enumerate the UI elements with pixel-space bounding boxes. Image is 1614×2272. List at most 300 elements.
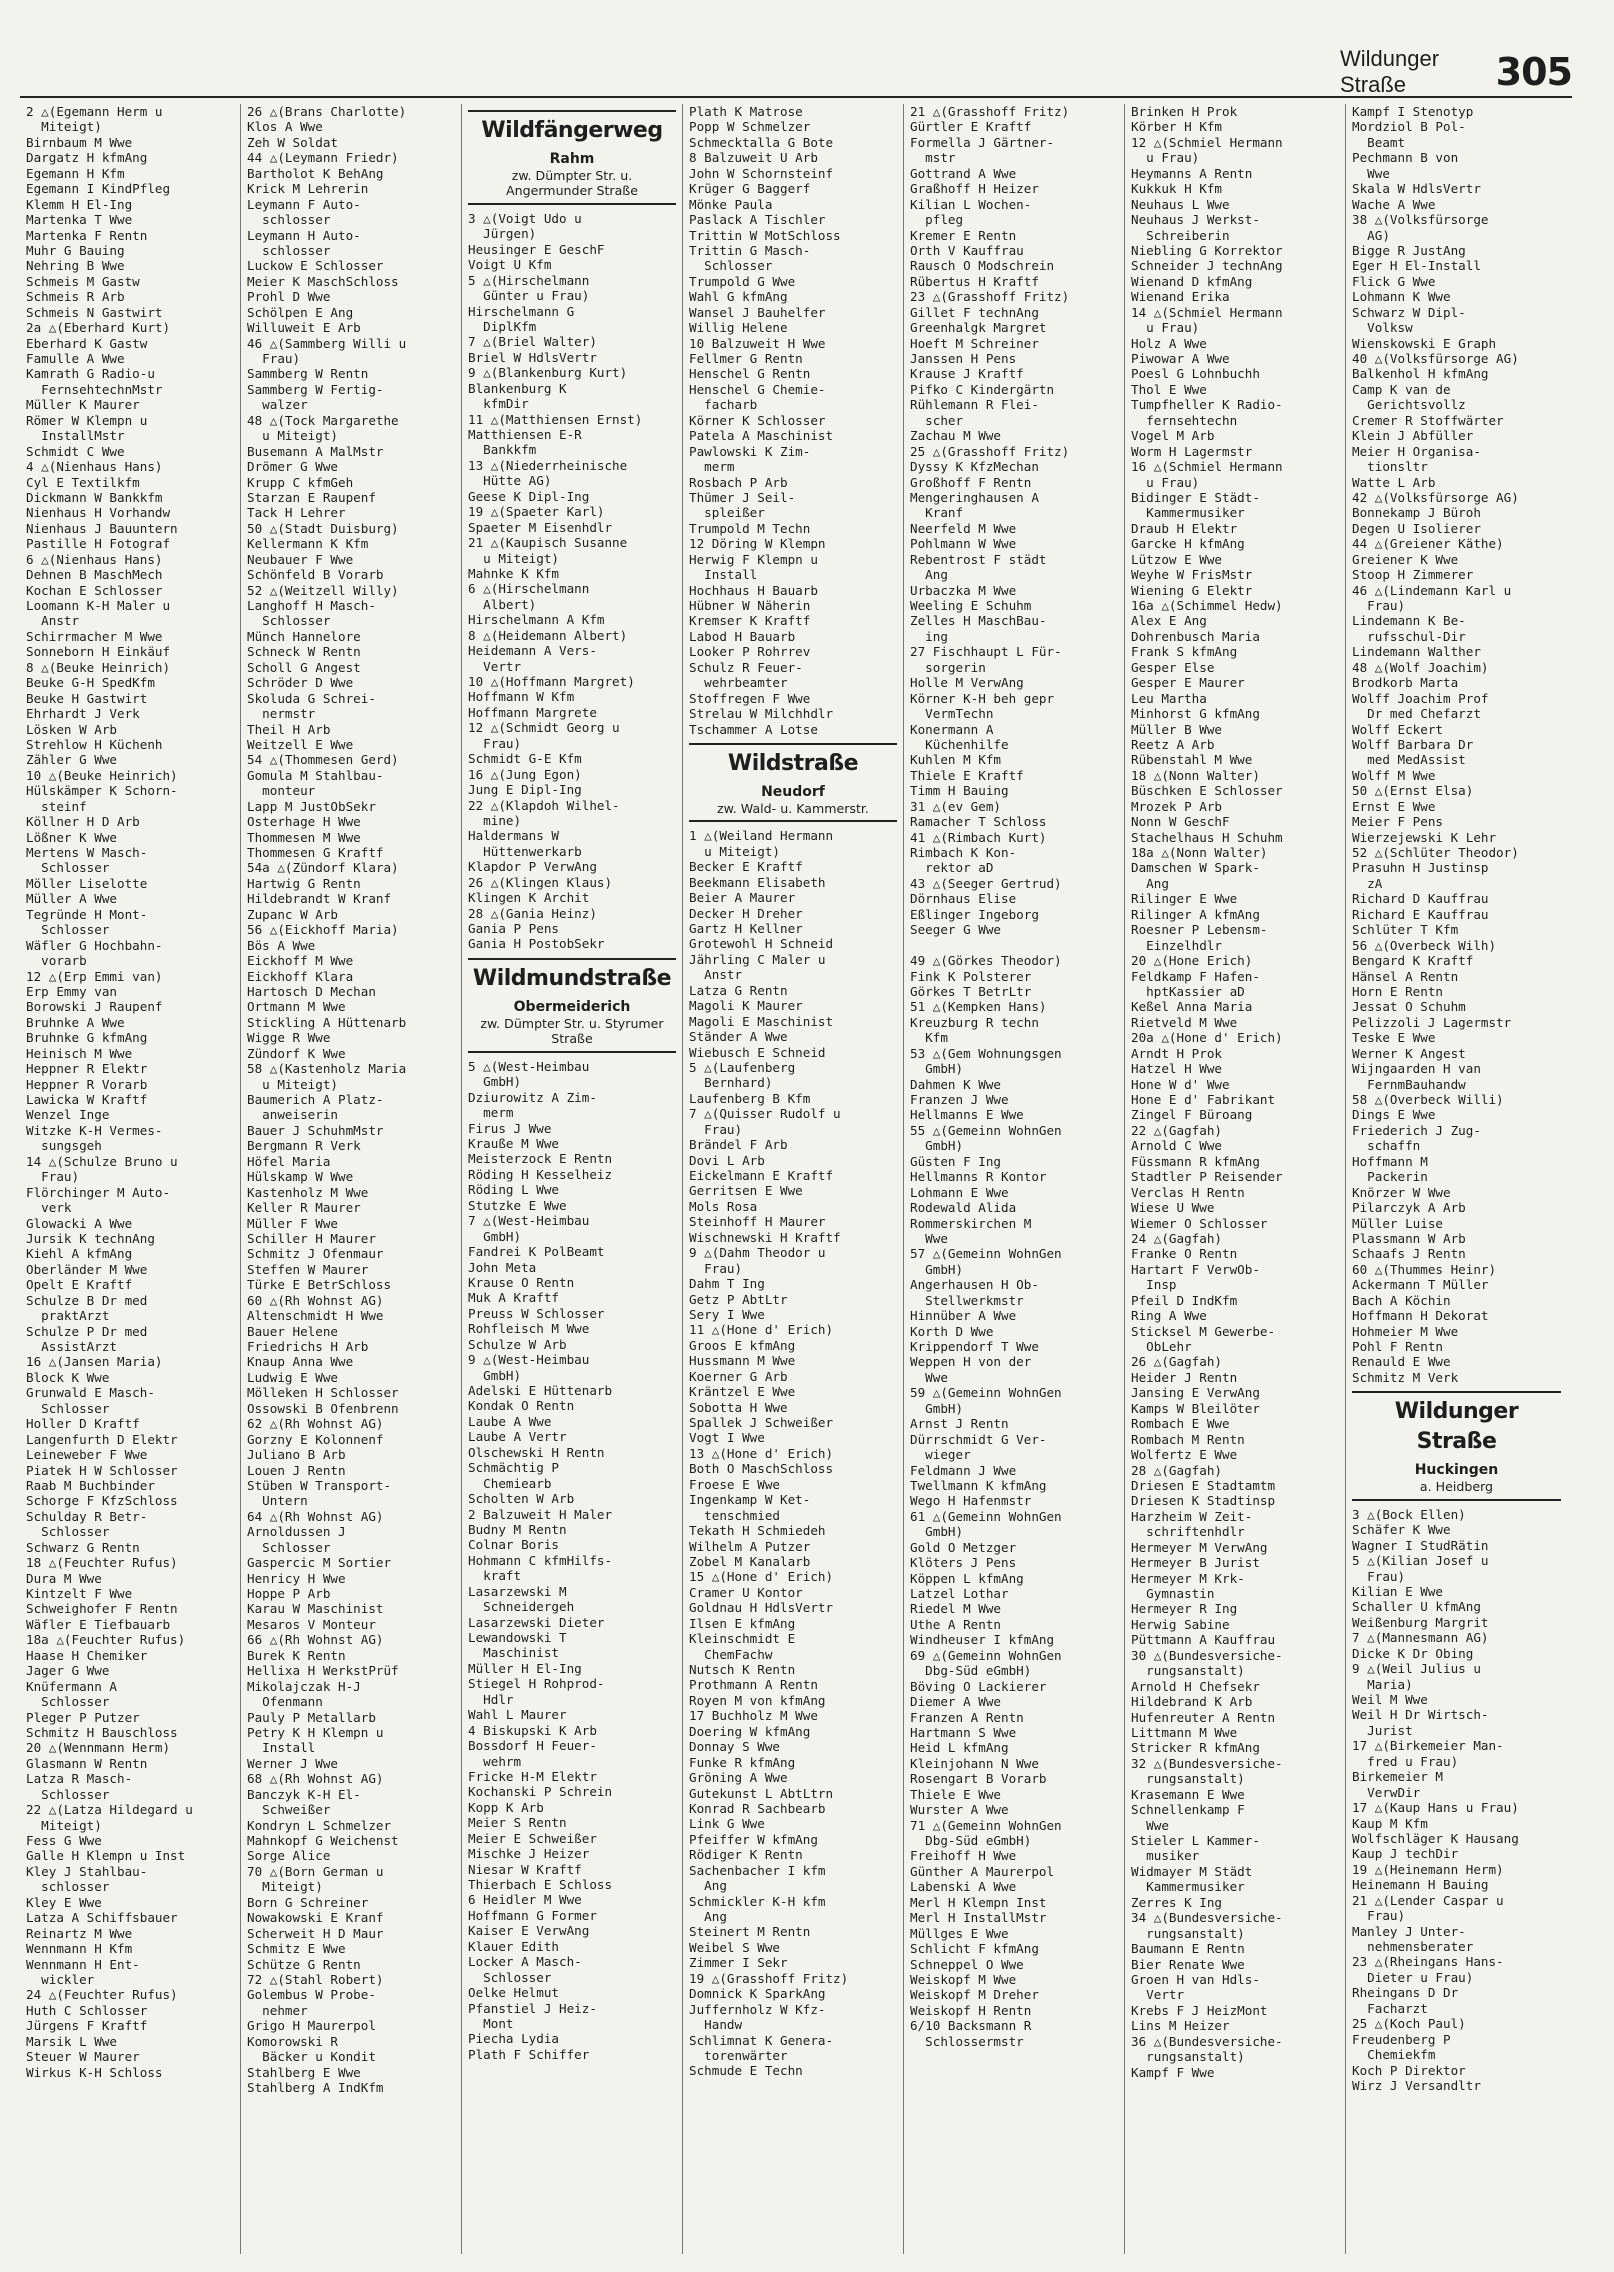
directory-entry: Koerner G Arb (689, 1368, 788, 1384)
column-6 (1125, 104, 1346, 2254)
directory-entry: Kampf I Stenotyp (1352, 104, 1474, 119)
directory-entry: Langenfurth D Elektr (26, 1431, 178, 1447)
directory-entry: Hänsel A Rentn (1352, 968, 1459, 984)
directory-entry: Burek K Rentn (247, 1647, 346, 1663)
directory-entry: Link G Wwe (689, 1816, 765, 1832)
page-number: 305 (1495, 50, 1572, 94)
directory-entry: Schlosser (247, 1539, 331, 1555)
directory-entry: Keller R Maurer (247, 1200, 361, 1216)
directory-entry: 56 △(Overbeck Wilh) (1352, 937, 1497, 953)
directory-entry: Jessat O Schuhm (1352, 999, 1466, 1015)
directory-entry: Skoluda G Schrei- (247, 690, 376, 706)
directory-entry: Heid L kfmAng (910, 1740, 1009, 1756)
directory-entry: Jürgens F Kraftf (26, 2018, 148, 2034)
directory-entry: u Miteigt) (247, 428, 338, 444)
directory-entry: Theil H Arb (247, 721, 331, 737)
directory-entry: Röding L Wwe (468, 1182, 559, 1198)
directory-entry: 12 △(Schmidt Georg u (468, 720, 620, 736)
directory-entry: Mengeringhausen A (910, 489, 1039, 505)
directory-entry: Hüttenwerkarb (468, 843, 582, 859)
directory-entry: Wwe (1131, 1817, 1169, 1833)
directory-entry: Müller H El-Ing (468, 1660, 582, 1676)
directory-entry: Kranf (910, 505, 964, 521)
directory-entry: tionsltr (1352, 459, 1428, 475)
directory-entry: Niebling G Korrektor (1131, 242, 1283, 258)
directory-entry: 12 △(Schmiel Hermann (1131, 134, 1283, 150)
directory-entry: Domnick K SparkAng (689, 1986, 826, 2002)
directory-entry: Wagner I StudRätin (1352, 1537, 1489, 1553)
directory-entry: Ang (689, 1878, 727, 1894)
directory-entry: Trittin G Masch- (689, 242, 811, 258)
directory-entry: Frau) (247, 351, 301, 366)
directory-entry: Ludwig E Wwe (247, 1369, 338, 1385)
directory-entry: Schlosser (468, 1969, 552, 1985)
directory-entry: Bauer J SchuhmMstr (247, 1122, 384, 1138)
directory-entry (910, 938, 1118, 953)
directory-entry: Franzen A Rentn (910, 1709, 1024, 1725)
directory-entry: Beuke G-H SpedKfm (26, 675, 155, 691)
directory-entry: Osterhage H Wwe (247, 814, 361, 830)
directory-entry: Anstr (689, 967, 743, 983)
directory-entry: Riedel M Wwe (910, 1601, 1001, 1617)
directory-entry: Schneider J technAng (1131, 258, 1283, 274)
directory-entry: Rosbach P Arb (689, 474, 788, 490)
directory-entry: Opelt E Kraftf (26, 1277, 133, 1293)
directory-entry: Piwowar A Wwe (1131, 351, 1230, 366)
directory-entry: 16 △(Schmiel Hermann (1131, 459, 1283, 475)
directory-entry: Kastenholz M Wwe (247, 1184, 369, 1200)
directory-entry: GmbH) (910, 1400, 964, 1416)
directory-entry: Müller B Wwe (1131, 721, 1222, 737)
directory-entry: schaffn (1352, 1138, 1421, 1154)
street-heading (468, 110, 676, 205)
directory-entry: Jung E Dipl-Ing (468, 782, 582, 798)
directory-entry: Schönfeld B Vorarb (247, 567, 384, 583)
directory-entry: Wolff M Wwe (1352, 767, 1436, 783)
directory-entry: Brändel F Arb (689, 1137, 788, 1153)
directory-entry: Mordziol B Pol- (1352, 119, 1466, 135)
directory-entry: Kukkuk H Kfm (1131, 181, 1222, 197)
column-1 (20, 104, 241, 2254)
directory-entry: 58 △(Kastenholz Maria (247, 1061, 407, 1077)
directory-entry: Schröder D Wwe (247, 675, 354, 691)
directory-entry: Nonn W GeschF (1131, 814, 1230, 830)
directory-entry: Bergmann R Verk (247, 1138, 361, 1154)
directory-entry: Schmeis M Gastw (26, 273, 140, 289)
directory-entry: Sammberg W Fertig- (247, 381, 384, 397)
directory-entry: Schlosser (689, 258, 773, 274)
directory-entry: 32 △(Bundesversiche- (1131, 1755, 1283, 1771)
directory-entry: Thiele E Wwe (910, 1786, 1001, 1802)
directory-entry: Pilarczyk A Arb (1352, 1200, 1466, 1216)
directory-entry: Urbaczka M Wwe (910, 582, 1017, 598)
directory-entry: Meier E Schweißer (468, 1830, 597, 1846)
directory-entry: Mertens W Masch- (26, 845, 148, 860)
directory-entry: Graßhoff H Heizer (910, 181, 1039, 197)
directory-entry: u Miteigt) (468, 550, 559, 566)
directory-entry: Meier K MaschSchloss (247, 273, 399, 289)
directory-entry: Zobel M Kanalarb (689, 1553, 811, 1569)
directory-entry: 50 △(Stadt Duisburg) (247, 520, 399, 536)
directory-entry: Martenka T Wwe (26, 212, 133, 228)
directory-entry: 12 Döring W Klempn (689, 536, 826, 552)
directory-entry: 57 △(Gemeinn WohnGen (910, 1246, 1062, 1262)
directory-entry: Windheuser I kfmAng (910, 1632, 1055, 1648)
directory-entry: Miteigt) (26, 1817, 102, 1833)
directory-entry: Kammermusiker (1131, 505, 1245, 521)
directory-entry: Ang (1131, 875, 1169, 891)
directory-entry: Lins M Heizer (1131, 2018, 1230, 2034)
directory-entry: Lindemann K Be- (1352, 613, 1466, 629)
directory-entry: 14 △(Schulze Bruno u (26, 1153, 178, 1169)
directory-entry: Twellmann K kfmAng (910, 1477, 1047, 1493)
directory-entry: 69 △(Gemeinn WohnGen (910, 1647, 1062, 1663)
directory-entry: Meier F Pens (1352, 814, 1443, 830)
directory-entry: Rietveld M Wwe (1131, 1014, 1238, 1030)
directory-entry: Krippendorf T Wwe (910, 1339, 1039, 1354)
directory-entry: Busemann A MalMstr (247, 443, 384, 459)
directory-entry: Ang (689, 1909, 727, 1925)
directory-entry: Gürtler E Kraftf (910, 119, 1032, 135)
directory-entry: Bossdorf H Feuer- (468, 1738, 597, 1754)
directory-entry: Mesaros V Monteur (247, 1616, 376, 1632)
district-name: Huckingen (1414, 1462, 1499, 1479)
directory-entry: Hone E d' Fabrikant (1131, 1092, 1276, 1107)
directory-entry: u Miteigt) (689, 843, 780, 859)
directory-entry: Müller F Wwe (247, 1215, 338, 1231)
directory-entry: Klapdor P VerwAng (468, 859, 597, 875)
directory-entry: Kaup M Kfm (1352, 1815, 1428, 1831)
directory-entry: Weibel S Wwe (689, 1939, 780, 1955)
directory-entry: Bach A Köchin (1352, 1292, 1451, 1308)
directory-entry: Schölpen E Ang (247, 304, 354, 320)
directory-entry: Wolff Barbara Dr (1352, 736, 1474, 752)
directory-entry: verk (26, 1200, 72, 1216)
directory-entry: Nowakowski E Kranf (247, 1910, 384, 1926)
directory-entry: ing (910, 628, 948, 644)
directory-entry: 20a △(Hone d' Erich) (1131, 1030, 1283, 1046)
directory-entry: Heider J Rentn (1131, 1369, 1238, 1385)
directory-entry: Ramacher T Schloss (910, 814, 1047, 830)
directory-entry: Lasarzewski Dieter (468, 1614, 605, 1630)
directory-entry: Banczyk K-H El- (247, 1786, 361, 1802)
directory-entry: Franzen J Wwe (910, 1092, 1009, 1107)
directory-entry: Gesper E Maurer (1131, 675, 1245, 691)
directory-entry: Labod H Bauarb (689, 628, 796, 644)
directory-entry: Pechmann B von (1352, 150, 1459, 166)
directory-entry: 22 △(Klapdoh Wilhel- (468, 797, 620, 813)
directory-entry: Famulle A Wwe (26, 351, 125, 366)
directory-entry: Louen J Rentn (247, 1462, 346, 1478)
directory-entry: nermstr (247, 706, 316, 722)
directory-entry: 3 △(Voigt Udo u (468, 210, 582, 226)
directory-entry: 19 △(Spaeter Karl) (468, 504, 605, 520)
directory-entry: Lawicka W Kraftf (26, 1092, 148, 1107)
directory-entry: merm (468, 1105, 514, 1121)
directory-entry: Schütze G Rentn (247, 1956, 361, 1972)
directory-entry: Rebentrost F städt (910, 551, 1047, 567)
directory-entry: Steinhoff H Maurer (689, 1214, 826, 1230)
directory-entry: Thommesen M Wwe (247, 829, 361, 845)
directory-entry: Ehrhardt J Verk (26, 706, 140, 722)
directory-entry: facharb (689, 397, 758, 413)
directory-entry: Preuss W Schlosser (468, 1305, 605, 1321)
directory-entry: Köllner H D Arb (26, 814, 140, 830)
directory-entry: Höfel Maria (247, 1153, 331, 1169)
directory-entry: 3 △(Bock Ellen) (1352, 1506, 1466, 1522)
directory-entry: 52 △(Schlüter Theodor) (1352, 845, 1519, 860)
directory-entry: Möller Liselotte (26, 875, 148, 891)
directory-entry: Locker A Masch- (468, 1954, 582, 1970)
directory-entry: Heppner R Elektr (26, 1061, 148, 1077)
directory-entry: Lapp M JustObSekr (247, 798, 376, 814)
directory-entry: Eberhard K Gastw (26, 335, 148, 351)
directory-entry: Brodkorb Marta (1352, 675, 1459, 691)
directory-entry: Frau) (26, 1169, 80, 1185)
directory-entry: sorgerin (910, 659, 986, 675)
directory-entry: Ilsen E kfmAng (689, 1615, 796, 1631)
directory-entry: Prasuhn H Justinsp (1352, 860, 1489, 876)
directory-entry: Latza G Rentn (689, 982, 788, 998)
directory-entry: Birkemeier M (1352, 1769, 1443, 1785)
directory-entry: Pfanstiel J Heiz- (468, 2000, 597, 2016)
directory-entry: Stieler L Kammer- (1131, 1833, 1260, 1848)
header-street-name: Wildunger Straße (1340, 46, 1440, 97)
directory-entry: 5 △(Laufenberg (689, 1059, 796, 1075)
directory-entry: 60 △(Thummes Heinr) (1352, 1261, 1497, 1277)
directory-entry: Egemann I KindPfleg (26, 181, 171, 197)
directory-entry: Wego H Hafenmstr (910, 1493, 1032, 1509)
directory-entry: Rommerskirchen M (910, 1215, 1032, 1231)
directory-entry: Pohl F Rentn (1352, 1339, 1443, 1354)
directory-entry: Becker E Kraftf (689, 859, 803, 875)
directory-entry: 2 Balzuweit H Maler (468, 1506, 613, 1522)
directory-entry: Colnar Boris (468, 1537, 559, 1553)
directory-entry: med MedAssist (1352, 752, 1466, 768)
directory-entry: Eickelmann E Kraftf (689, 1168, 834, 1184)
directory-entry: Rausch O Modschrein (910, 258, 1055, 274)
directory-entry: Kintzelt F Wwe (26, 1586, 133, 1601)
directory-entry: Timm H Bauing (910, 783, 1009, 799)
directory-entry: Römer W Klempn u (26, 412, 148, 428)
directory-entry: Frau) (1352, 1568, 1406, 1584)
district-name: Neudorf (761, 783, 825, 800)
directory-entry: Schlosser (26, 1400, 110, 1416)
directory-entry: Dohrenbusch Maria (1131, 628, 1260, 644)
directory-entry: Füssmann R kfmAng (1131, 1153, 1260, 1169)
directory-entry: Matthiensen E-R (468, 427, 582, 443)
directory-entry: Bruhnke G kfmAng (26, 1030, 148, 1046)
directory-entry: 18 △(Feuchter Rufus) (26, 1555, 178, 1571)
directory-entry: Kilian E Wwe (1352, 1583, 1443, 1599)
directory-entry: AssistArzt (26, 1339, 117, 1354)
directory-entry: John W Schornsteinf (689, 165, 834, 181)
directory-entry: Herwig F Klempn u (689, 551, 818, 567)
directory-entry: Horn E Rentn (1352, 983, 1443, 999)
directory-entry: Schlosser (26, 860, 110, 876)
directory-entry: Thommesen G Kraftf (247, 845, 384, 860)
directory-entry: Hermeyer M Krk- (1131, 1570, 1245, 1586)
directory-entry: 54 △(Thommesen Gerd) (247, 752, 399, 768)
directory-entry: Galle H Klempn u Inst (26, 1848, 186, 1864)
directory-entry: Voigt U Kfm (468, 257, 552, 273)
directory-entry: Grotewohl H Schneid (689, 936, 834, 952)
directory-entry: Heymanns A Rentn (1131, 165, 1253, 181)
directory-entry: Rübertus H Kraftf (910, 273, 1039, 289)
directory-entry: Holle M VerwAng (910, 675, 1024, 691)
directory-entry: Funke R kfmAng (689, 1754, 796, 1770)
directory-entry: Schmickler K-H kfm (689, 1893, 826, 1909)
directory-entry: 11 △(Matthiensen Ernst) (468, 411, 643, 427)
directory-entry: Neubauer F Wwe (247, 551, 354, 567)
directory-entry: Dahmen K Wwe (910, 1076, 1001, 1092)
directory-entry: Albert) (468, 596, 537, 612)
directory-entry: Insp (1131, 1277, 1177, 1293)
directory-entry: Freihoff H Wwe (910, 1848, 1017, 1864)
directory-entry: Krasemann E Wwe (1131, 1786, 1245, 1802)
directory-entry: Gomula M Stahlbau- (247, 767, 384, 783)
directory-entry: 58 △(Overbeck Willi) (1352, 1092, 1504, 1107)
directory-entry: Rilinger A kfmAng (1131, 906, 1260, 922)
directory-entry: 8 △(Heidemann Albert) (468, 627, 628, 643)
directory-entry: Jürgen) (468, 226, 537, 242)
directory-entry: Richard E Kauffrau (1352, 906, 1489, 922)
directory-entry: Rombach E Wwe (1131, 1416, 1230, 1432)
directory-entry: Körber H Kfm (1131, 119, 1222, 135)
directory-entry: Beuke H Gastwirt (26, 690, 148, 706)
directory-entry: Neuhaus J Werkst- (1131, 212, 1260, 228)
directory-entry: Scholl G Angest (247, 659, 361, 675)
directory-entry: Frau) (1352, 1908, 1406, 1924)
directory-entry: Schulze B Dr med (26, 1292, 148, 1308)
directory-entry: Spallek J Schweißer (689, 1415, 834, 1431)
directory-entry: Schweighofer F Rentn (26, 1601, 178, 1617)
street-name: Wildstraße (727, 750, 859, 776)
directory-entry: Popp W Schmelzer (689, 119, 811, 135)
street-name: Wildunger Straße (1394, 1399, 1519, 1455)
directory-entry: Nienhaus J Bauuntern (26, 520, 178, 536)
directory-entry: Arnst J Rentn (910, 1416, 1009, 1432)
directory-entry: Grigo H Maurerpol (247, 2018, 376, 2034)
directory-entry: Weiskopf H Rentn (910, 2002, 1032, 2018)
directory-entry: Kley J Stahlbau- (26, 1863, 148, 1879)
directory-entry: Bonnekamp J Büroh (1352, 505, 1481, 521)
directory-entry: Zerres K Ing (1131, 1894, 1222, 1910)
directory-entry: Nienhaus H Vorhandw (26, 505, 171, 521)
directory-entry: Volksw (1352, 320, 1413, 336)
directory-entry: InstallMstr (26, 428, 125, 444)
directory-entry: Cyl E Textilkfm (26, 474, 140, 490)
directory-entry: Dings E Wwe (1352, 1107, 1436, 1123)
directory-entry: Dehnen B MaschMech (26, 567, 163, 583)
directory-entry: John Meta (468, 1259, 537, 1275)
directory-entry: Kräntzel E Wwe (689, 1384, 796, 1400)
directory-entry: fernsehtechn (1131, 412, 1238, 428)
directory-entry: Müllges E Wwe (910, 1925, 1009, 1941)
directory-entry: Pelizzoli J Lagermstr (1352, 1014, 1512, 1030)
directory-entry: Birnbaum M Wwe (26, 134, 133, 150)
directory-entry: Zimmer I Sekr (689, 1955, 788, 1971)
directory-entry: Knörzer W Wwe (1352, 1184, 1451, 1200)
directory-entry: Royen M von kfmAng (689, 1692, 826, 1708)
directory-entry: Froese E Wwe (689, 1476, 780, 1492)
directory-entry: Stellwerkmstr (910, 1292, 1024, 1308)
street-location-note: zw. Dümpter Str. u. Angermunder Straße (506, 168, 638, 199)
directory-entry: Trumpold M Techn (689, 520, 811, 536)
directory-entry: Bidinger E Städt- (1131, 489, 1260, 505)
directory-entry: Pastille H Fotograf (26, 536, 171, 552)
directory-entry: Schmidt G-E Kfm (468, 751, 582, 767)
directory-entry: DiplKfm (468, 318, 537, 334)
directory-entry: 55 △(Gemeinn WohnGen (910, 1122, 1062, 1138)
directory-entry: Rohfleisch M Wwe (468, 1321, 590, 1337)
directory-entry: 18a △(Feuchter Rufus) (26, 1632, 186, 1648)
directory-entry: anweiserin (247, 1107, 338, 1123)
directory-entry: 15 △(Hone d' Erich) (689, 1569, 834, 1585)
directory-entry: Laufenberg B Kfm (689, 1090, 811, 1106)
directory-entry: Wilhelm A Putzer (689, 1538, 811, 1554)
directory-entry: Both O MaschSchloss (689, 1461, 834, 1477)
directory-entry: Drömer G Wwe (247, 459, 338, 475)
directory-entry: Scherweit H D Maur (247, 1925, 384, 1941)
directory-entry: Tekath H Schmiedeh (689, 1523, 826, 1539)
directory-entry: monteur (247, 783, 316, 799)
directory-entry: Hdlr (468, 1691, 514, 1707)
directory-entry: Stutzke E Wwe (468, 1197, 567, 1213)
directory-entry: GmbH) (910, 1138, 964, 1154)
directory-entry: Pohlmann W Wwe (910, 536, 1017, 552)
directory-entry: Dickmann W Bankkfm (26, 489, 163, 505)
directory-entry: Loomann K-H Maler u (26, 598, 171, 613)
directory-entry: Prohl D Wwe (247, 289, 331, 305)
directory-entry: Getz P AbtLtr (689, 1291, 788, 1307)
directory-entry: 13 △(Niederrheinische (468, 457, 628, 473)
directory-entry: Küchenhilfe (910, 736, 1009, 752)
directory-entry: Röding H Kesselheiz (468, 1166, 613, 1182)
directory-entry: Angerhausen H Ob- (910, 1277, 1039, 1293)
directory-entry: GmbH) (468, 1074, 522, 1090)
directory-entry: 8 △(Beuke Heinrich) (26, 659, 171, 675)
directory-entry: Ständer A Wwe (689, 1029, 788, 1045)
directory-entry: Konrad R Sachbearb (689, 1800, 826, 1816)
directory-entry: wehrbeamter (689, 675, 788, 691)
directory-entry: 61 △(Gemeinn WohnGen (910, 1508, 1062, 1524)
directory-entry: Günther A Maurerpol (910, 1863, 1055, 1879)
directory-entry: 5 △(West-Heimbau (468, 1058, 590, 1074)
directory-entry: 1 △(Weiland Hermann (689, 828, 834, 844)
directory-entry: Schorge F KfzSchloss (26, 1493, 178, 1509)
directory-entry: Wennmann H Kfm (26, 1941, 133, 1957)
directory-entry: ChemFachw (689, 1646, 773, 1662)
directory-entry: Doering W kfmAng (689, 1723, 811, 1739)
directory-entry: 23 △(Rheingans Hans- (1352, 1954, 1504, 1970)
directory-entry: Cramer U Kontor (689, 1584, 803, 1600)
directory-entry: 41 △(Rimbach Kurt) (910, 829, 1047, 845)
directory-entry: Vogel M Arb (1131, 428, 1215, 444)
directory-entry: Jager G Wwe (26, 1663, 110, 1679)
directory-entry: Schneppel O Wwe (910, 1956, 1024, 1972)
directory-entry: GmbH) (910, 1524, 964, 1540)
directory-entry: Keßel Anna Maria (1131, 999, 1253, 1015)
directory-entry: Merl H InstallMstr (910, 1910, 1047, 1926)
directory-entry: Pawlowski K Zim- (689, 443, 811, 459)
street-name: Wildmundstraße (472, 965, 672, 991)
directory-entry: 22 △(Gagfah) (1131, 1122, 1222, 1138)
directory-entry: rungsanstalt) (1131, 1925, 1245, 1941)
directory-entry: Bartholot K BehAng (247, 165, 384, 181)
directory-entry: Manley J Unter- (1352, 1923, 1466, 1939)
directory-entry: 10 Balzuweit H Wwe (689, 335, 826, 351)
